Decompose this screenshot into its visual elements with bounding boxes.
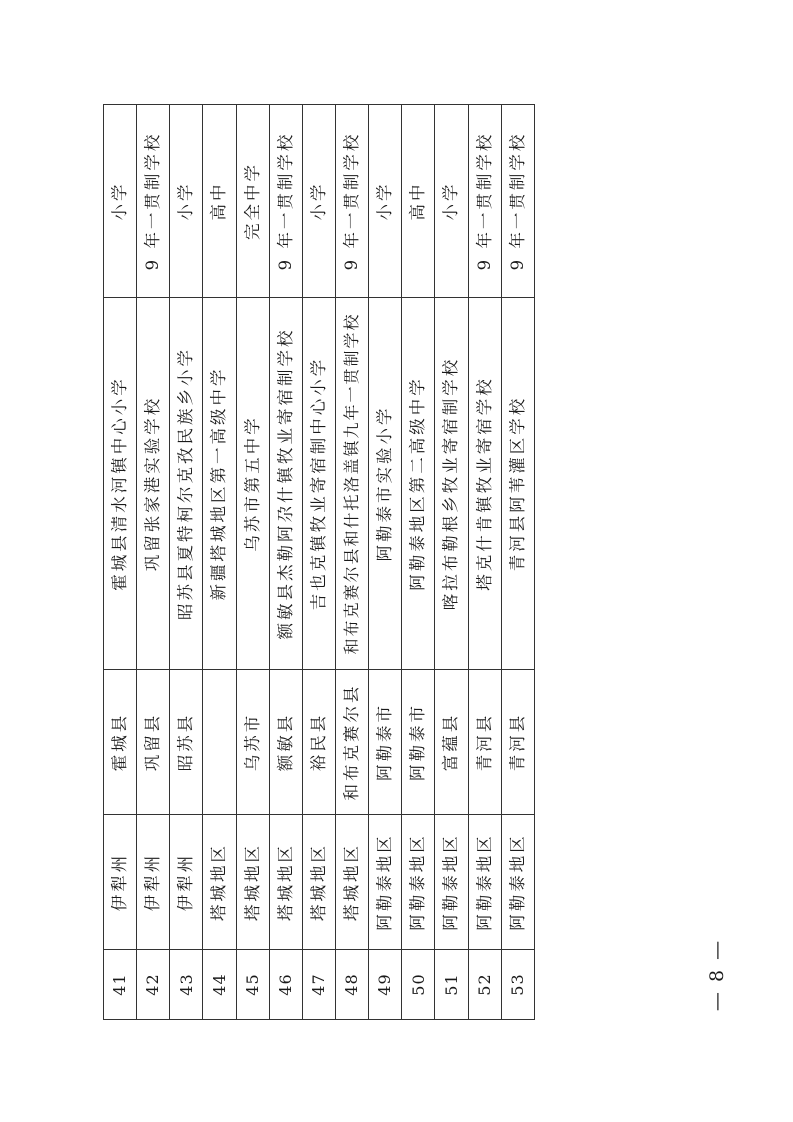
row-number: 50 [402, 950, 435, 1020]
school-type-cell: 小学 [170, 105, 203, 298]
school-table [103, 104, 535, 1020]
table-row [104, 105, 137, 1020]
school-type-cell: 高中 [203, 105, 236, 298]
county-cell [203, 670, 236, 815]
school-type-cell: 9 年一贯制学校 [501, 105, 534, 298]
row-number: 48 [335, 950, 368, 1020]
county-cell: 阿勒泰市 [369, 670, 402, 815]
table-row [402, 105, 435, 1020]
county-cell: 阿勒泰市 [402, 670, 435, 815]
school-name-cell: 和布克赛尔县和什托洛盖镇九年一贯制学校 [335, 298, 368, 670]
table-row [501, 105, 534, 1020]
school-name-cell: 昭苏县夏特柯尔克孜民族乡小学 [170, 298, 203, 670]
row-number: 41 [104, 950, 137, 1020]
school-type-cell: 小学 [435, 105, 468, 298]
region-cell: 阿勒泰地区 [402, 815, 435, 950]
school-name-cell: 喀拉布勒根乡牧业寄宿制学校 [435, 298, 468, 670]
row-number: 52 [468, 950, 501, 1020]
school-name-cell: 吉也克镇牧业寄宿制中心小学 [302, 298, 335, 670]
page-number-text: — 8 — [706, 938, 728, 1012]
table-row [170, 105, 203, 1020]
row-number: 49 [369, 950, 402, 1020]
school-name-cell: 新疆塔城地区第一高级中学 [203, 298, 236, 670]
school-type-cell: 完全中学 [236, 105, 269, 298]
school-name-cell: 青河县阿苇灌区学校 [501, 298, 534, 670]
school-table-body [104, 105, 535, 1020]
row-number: 51 [435, 950, 468, 1020]
county-cell: 富蕴县 [435, 670, 468, 815]
region-cell: 阿勒泰地区 [468, 815, 501, 950]
row-number: 46 [269, 950, 302, 1020]
county-cell: 青河县 [468, 670, 501, 815]
table-row [269, 105, 302, 1020]
table-row [369, 105, 402, 1020]
rotated-sheet [103, 105, 535, 1020]
county-cell: 乌苏市 [236, 670, 269, 815]
county-cell: 巩留县 [137, 670, 170, 815]
region-cell: 阿勒泰地区 [501, 815, 534, 950]
page-number [706, 920, 746, 1030]
school-name-cell: 塔克什肯镇牧业寄宿学校 [468, 298, 501, 670]
school-type-cell: 9 年一贯制学校 [468, 105, 501, 298]
region-cell: 塔城地区 [302, 815, 335, 950]
county-cell: 霍城县 [104, 670, 137, 815]
table-row [468, 105, 501, 1020]
school-name-cell: 阿勒泰地区第二高级中学 [402, 298, 435, 670]
region-cell: 阿勒泰地区 [435, 815, 468, 950]
table-row [137, 105, 170, 1020]
school-type-cell: 小学 [369, 105, 402, 298]
region-cell: 伊犁州 [104, 815, 137, 950]
county-cell: 青河县 [501, 670, 534, 815]
row-number: 53 [501, 950, 534, 1020]
region-cell: 伊犁州 [137, 815, 170, 950]
table-row [236, 105, 269, 1020]
school-name-cell: 额敏县杰勒阿尕什镇牧业寄宿制学校 [269, 298, 302, 670]
school-type-cell: 9 年一贯制学校 [137, 105, 170, 298]
row-number: 47 [302, 950, 335, 1020]
county-cell: 裕民县 [302, 670, 335, 815]
region-cell: 塔城地区 [335, 815, 368, 950]
table-row [302, 105, 335, 1020]
school-name-cell: 霍城县清水河镇中心小学 [104, 298, 137, 670]
region-cell: 塔城地区 [269, 815, 302, 950]
school-type-cell: 9 年一贯制学校 [335, 105, 368, 298]
row-number: 42 [137, 950, 170, 1020]
school-type-cell: 小学 [302, 105, 335, 298]
table-row [335, 105, 368, 1020]
table-row [435, 105, 468, 1020]
county-cell: 和布克赛尔县 [335, 670, 368, 815]
row-number: 45 [236, 950, 269, 1020]
school-name-cell: 阿勒泰市实验小学 [369, 298, 402, 670]
school-name-cell: 乌苏市第五中学 [236, 298, 269, 670]
region-cell: 塔城地区 [236, 815, 269, 950]
school-name-cell: 巩留张家港实验学校 [137, 298, 170, 670]
school-type-cell: 高中 [402, 105, 435, 298]
county-cell: 昭苏县 [170, 670, 203, 815]
row-number: 43 [170, 950, 203, 1020]
table-row [203, 105, 236, 1020]
region-cell: 伊犁州 [170, 815, 203, 950]
region-cell: 塔城地区 [203, 815, 236, 950]
row-number: 44 [203, 950, 236, 1020]
county-cell: 额敏县 [269, 670, 302, 815]
region-cell: 阿勒泰地区 [369, 815, 402, 950]
school-type-cell: 9 年一贯制学校 [269, 105, 302, 298]
school-type-cell: 小学 [104, 105, 137, 298]
